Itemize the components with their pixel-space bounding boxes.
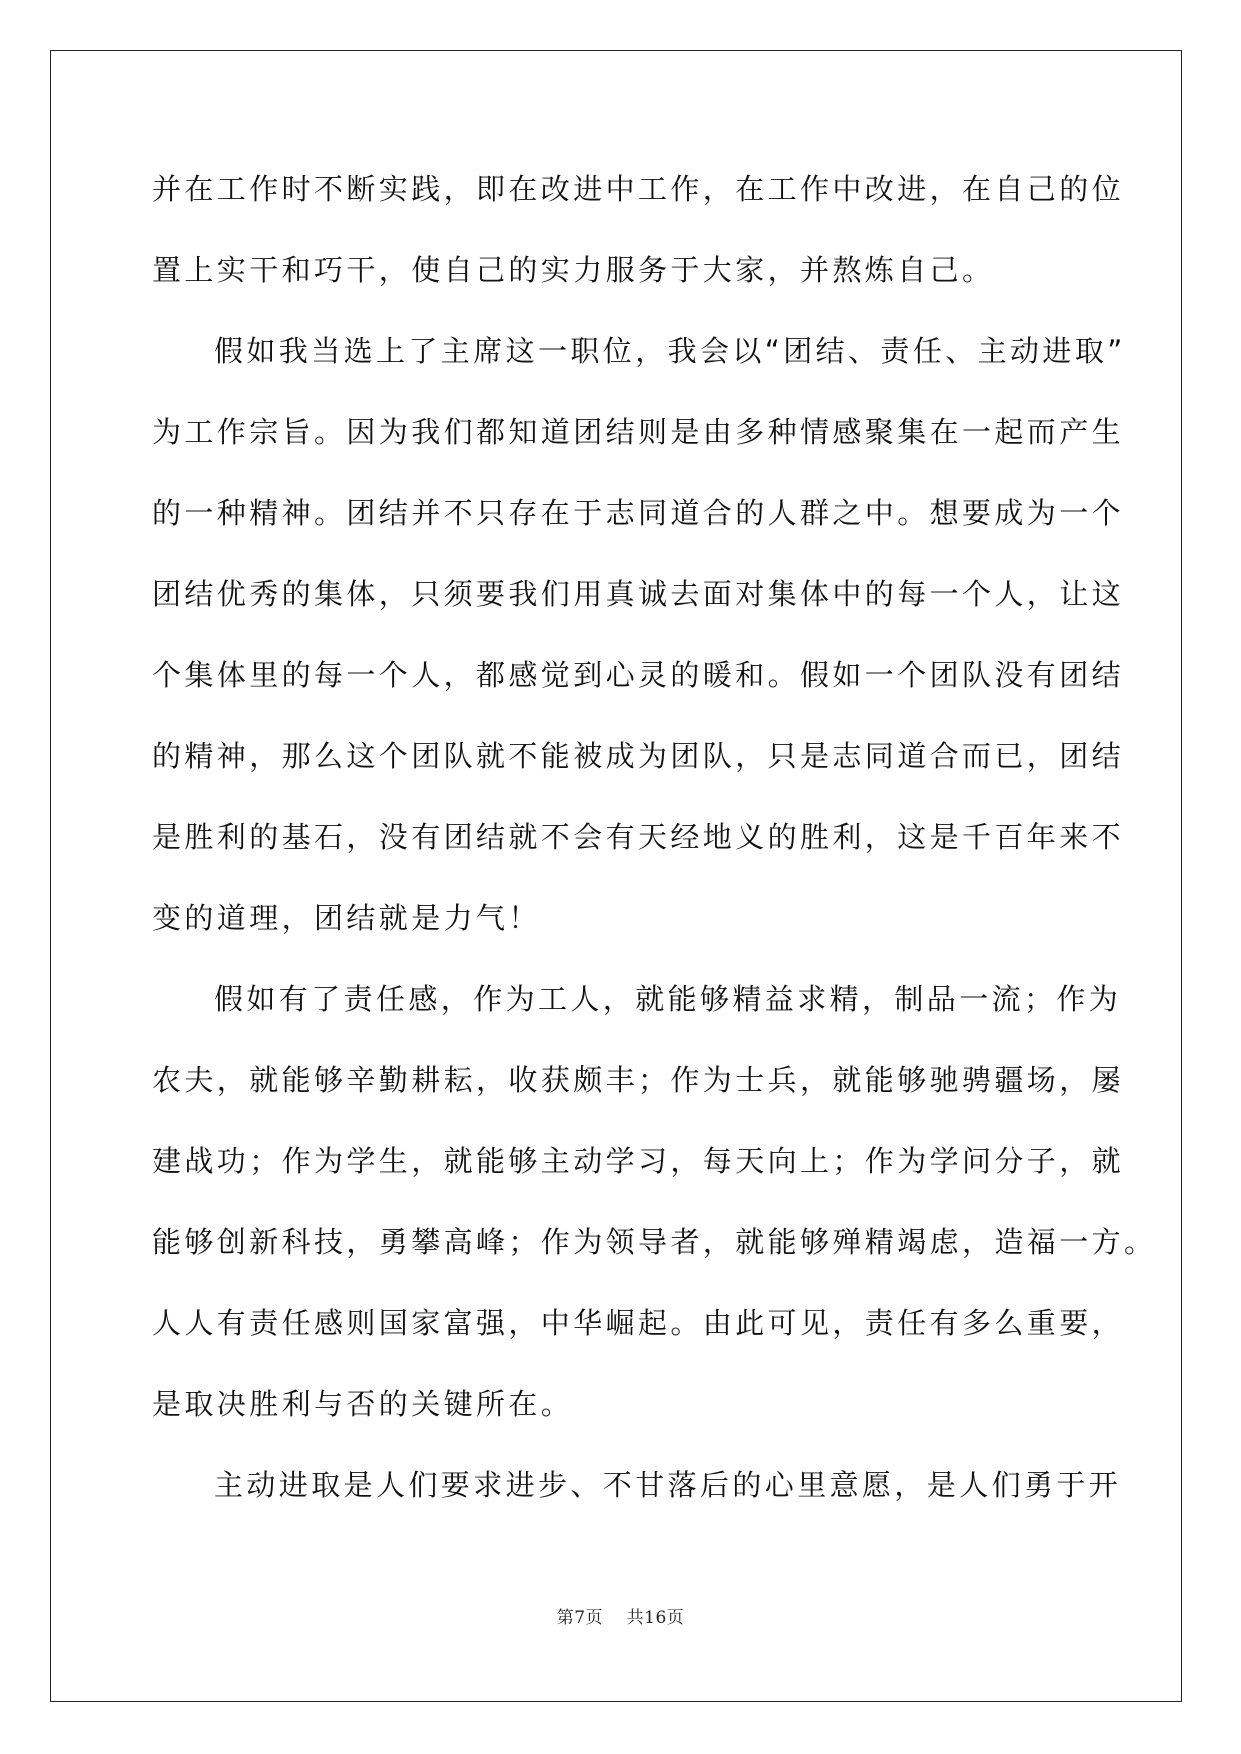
text-line: 人人有责任感则国家富强，中华崛起。由此可见，责任有多么重要，: [152, 1306, 1125, 1340]
text-line: 能够创新科技，勇攀高峰；作为领导者，就能够殚精竭虑，造福一方。: [152, 1225, 1157, 1259]
page-number: 第7页: [556, 1608, 604, 1628]
text-line: 团结优秀的集体，只须要我们用真诚去面对集体中的每一个人，让这: [152, 577, 1125, 611]
paragraph-start-line: 假如我当选上了主席这一职位，我会以“团结、责任、主动进取”: [214, 334, 1126, 368]
document-body: [152, 160, 1157, 1537]
text-line: 置上实干和巧干，使自己的实力服务于大家，并熬炼自己。: [152, 253, 995, 287]
text-line: 的精神，那么这个团队就不能被成为团队，只是志同道合而已，团结: [152, 739, 1125, 773]
paragraph-start-line: 假如有了责任感，作为工人，就能够精益求精，制品一流；作为: [214, 982, 1122, 1016]
text-line: 变的道理，团结就是力气！: [152, 901, 541, 935]
text-line: 个集体里的每一个人，都感觉到心灵的暖和。假如一个团队没有团结: [152, 658, 1125, 692]
total-pages: 共16页: [626, 1608, 685, 1628]
paragraph-start-line: 主动进取是人们要求进步、不甘落后的心里意愿，是人们勇于开: [214, 1468, 1122, 1502]
text-line: 农夫，就能够辛勤耕耘，收获颇丰；作为士兵，就能够驰骋疆场，屡: [152, 1063, 1125, 1097]
text-line: 建战功；作为学生，就能够主动学习，每天向上；作为学问分子，就: [152, 1144, 1125, 1178]
text-line: 是胜利的基石，没有团结就不会有天经地义的胜利，这是千百年来不: [152, 820, 1125, 854]
text-line: 是取决胜利与否的关键所在。: [152, 1387, 574, 1421]
text-line: 的一种精神。团结并不只存在于志同道合的人群之中。想要成为一个: [152, 496, 1125, 530]
page-footer: [0, 1603, 1241, 1628]
text-line: 并在工作时不断实践，即在改进中工作，在工作中改进，在自己的位: [152, 172, 1125, 206]
text-line: 为工作宗旨。因为我们都知道团结则是由多种情感聚集在一起而产生: [152, 415, 1125, 449]
